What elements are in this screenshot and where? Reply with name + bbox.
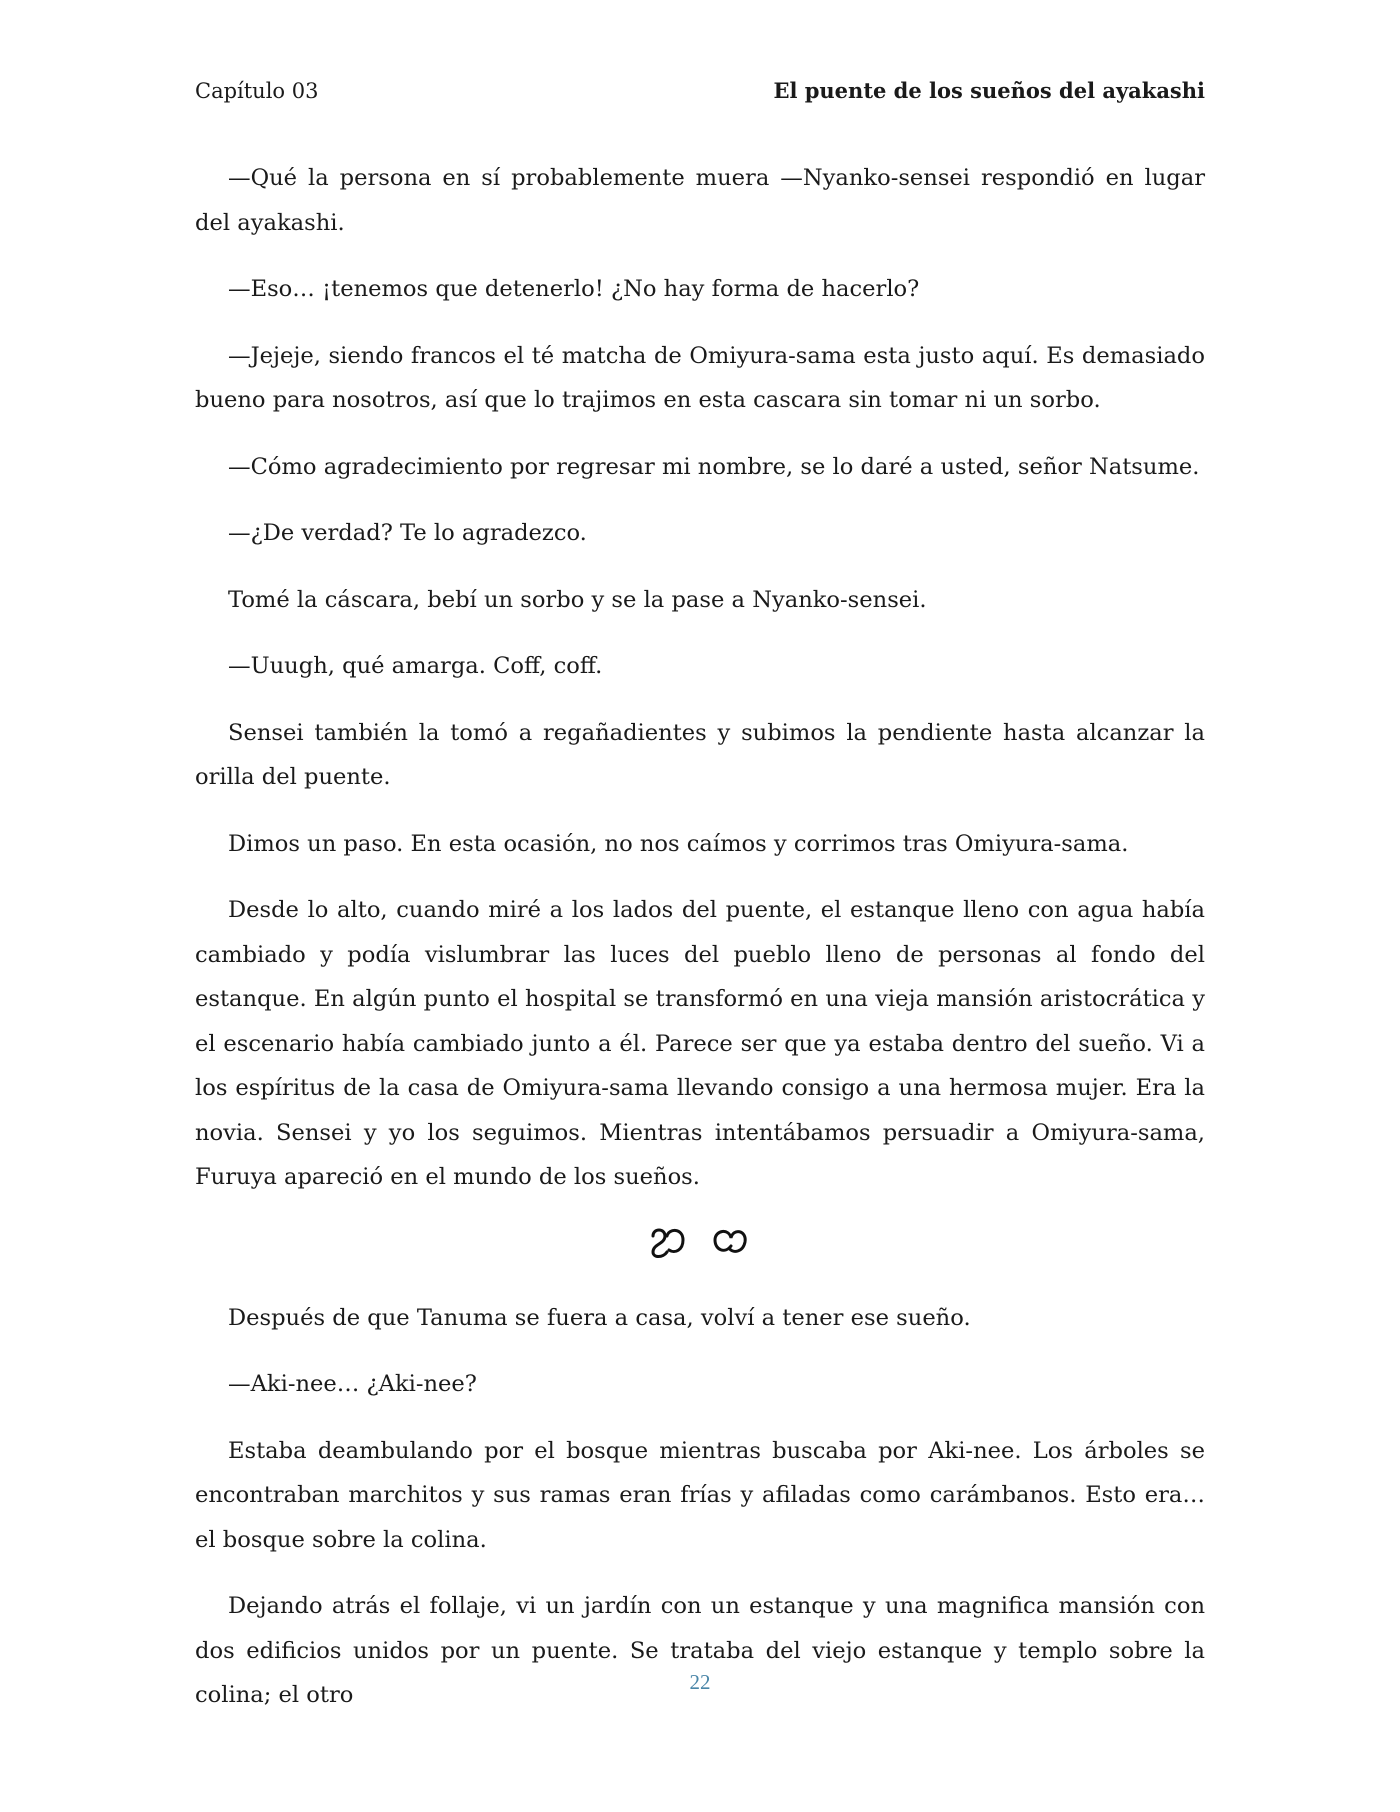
body-text: [195, 156, 1205, 1740]
paragraph: Después de que Tanuma se fuera a casa, volví a tener ese sueño.: [228, 1304, 971, 1331]
paragraph: Tomé la cáscara, bebí un sorbo y se la pase a Nyanko-sensei.: [228, 586, 927, 613]
running-header: [195, 78, 1205, 112]
paragraph: Dejando atrás el follaje, vi un jardín con un estanque y una magnifica mansión con dos edificios unidos por un puente. Se trataba del viejo estanque y templo sobre la colina; el otro: [195, 1593, 1205, 1708]
chapter-label: Capítulo 03: [195, 79, 319, 103]
paragraph: Dimos un paso. En esta ocasión, no nos caímos y corrimos tras Omiyura-sama.: [228, 830, 1129, 857]
book-title: El puente de los sueños del ayakashi: [773, 78, 1205, 103]
paragraph: —¿De verdad? Te lo agradezco.: [228, 520, 587, 546]
scene-break-ornament-icon: [195, 1222, 1205, 1274]
scene-break-ornament-icon: [645, 1222, 755, 1262]
paragraph: —Uuugh, qué amarga. Coff, coff.: [228, 653, 603, 679]
document-page: [195, 0, 1205, 1812]
paragraph: Estaba deambulando por el bosque mientras buscaba por Aki-nee. Los árboles se encontraban marchitos y sus ramas eran frías y afiladas como carámbanos. Esto era… el bosque sobre la colina.: [195, 1437, 1205, 1553]
paragraph: —Jejeje, siendo francos el té matcha de Omiyura-sama esta justo aquí. Es demasiado bueno para nosotros, así que lo trajimos en esta cascara sin tomar ni un sorbo.: [195, 342, 1205, 413]
paragraph: Desde lo alto, cuando miré a los lados del puente, el estanque lleno con agua había cambiado y podía vislumbrar las luces del pueblo lleno de personas al fondo del estanque. En algún punto el hospital se transformó en una vieja mansión aristocrática y el escenario había cambiado junto a él. Parece ser que ya estaba dentro del sueño. Vi a los espíritus de la casa de Omiyura-sama llevando consigo a una hermosa mujer. Era la novia. Sensei y yo los seguimos. Mientras intentábamos persuadir a Omiyura-sama, Furuya apareció en el mundo de los sueños.: [195, 897, 1205, 1190]
paragraph: —Eso… ¡tenemos que detenerlo! ¿No hay forma de hacerlo?: [228, 276, 920, 302]
paragraph: —Aki-nee… ¿Aki-nee?: [228, 1371, 477, 1397]
paragraph: —Qué la persona en sí probablemente muera —Nyanko-sensei respondió en lugar del ayakashi.: [195, 165, 1205, 236]
paragraph: Sensei también la tomó a regañadientes y subimos la pendiente hasta alcanzar la orilla del puente.: [195, 719, 1205, 790]
paragraph: —Cómo agradecimiento por regresar mi nombre, se lo daré a usted, señor Natsume.: [228, 453, 1200, 480]
page-number: 22: [689, 1670, 711, 1694]
